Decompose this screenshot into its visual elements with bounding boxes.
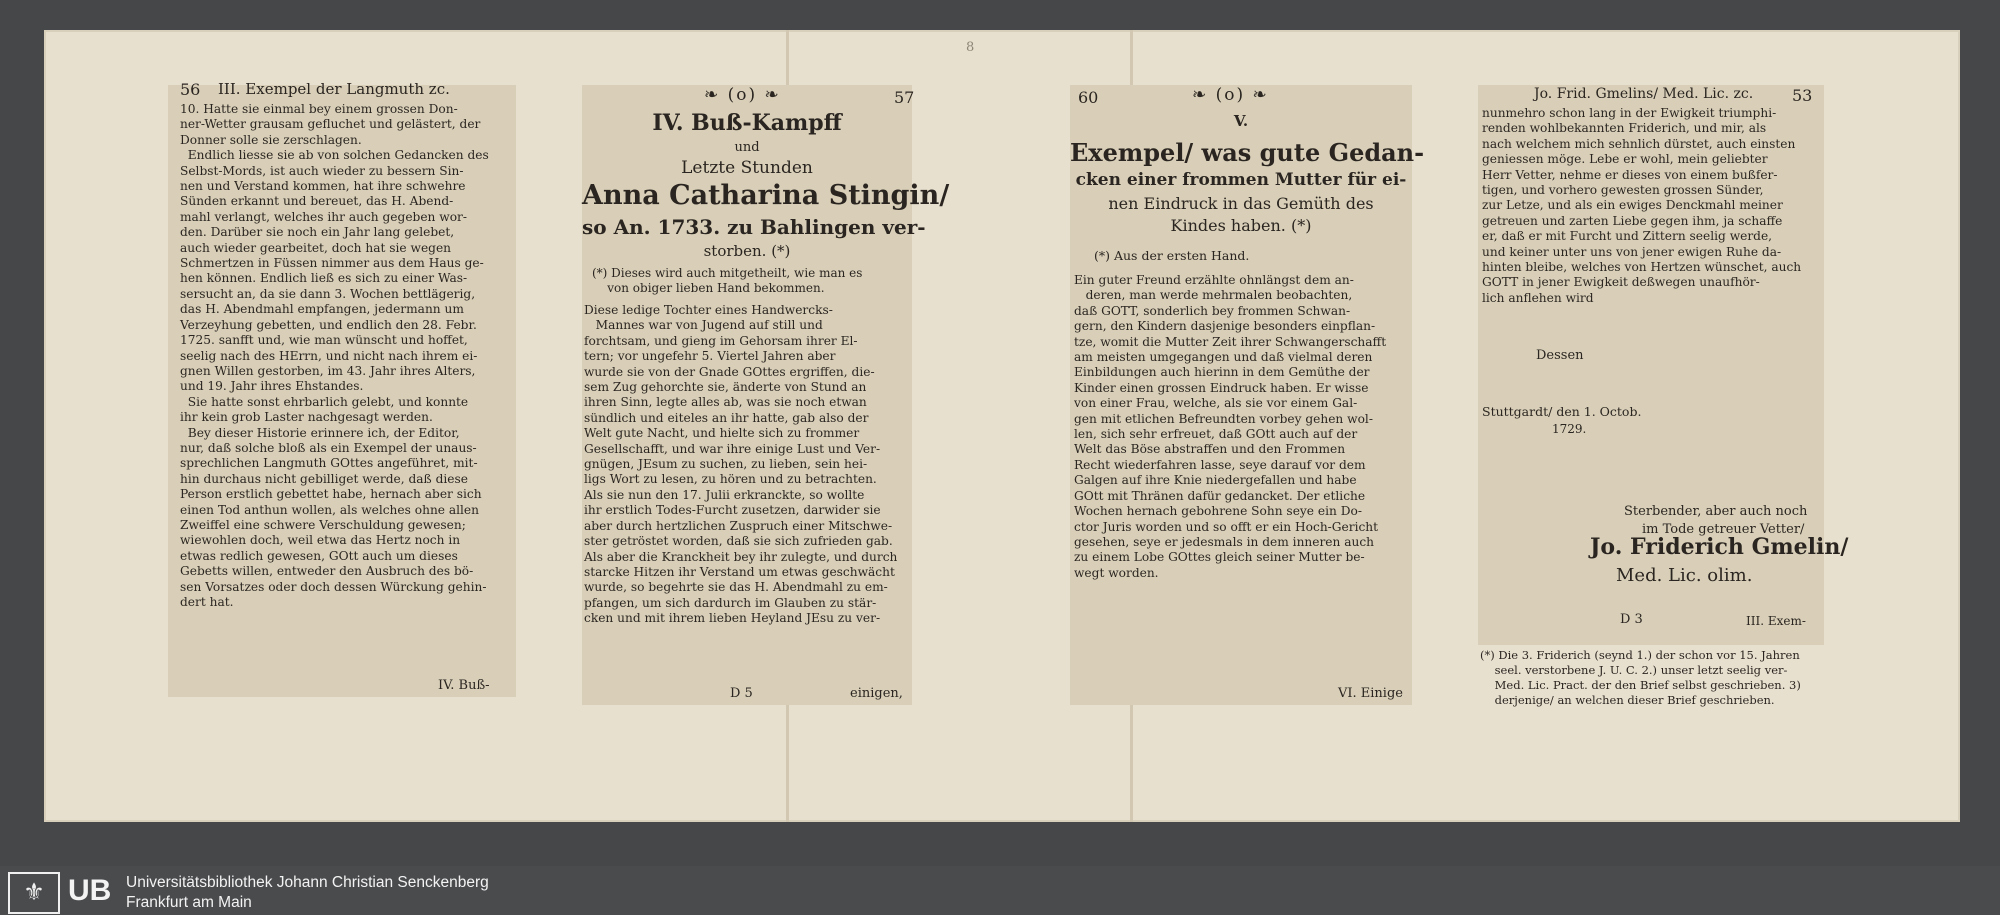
closing-line: Sterbender, aber auch noch <box>1624 504 1808 519</box>
place-date: Stuttgardt/ den 1. Octob. <box>1482 404 1642 419</box>
running-header: Jo. Frid. Gmelins/ Med. Lic. zc. <box>1534 86 1754 102</box>
catchword: III. Exem- <box>1746 614 1806 628</box>
chapter-title-line: storben. (*) <box>703 242 791 260</box>
page-number: 57 <box>894 88 915 107</box>
library-logo: UB <box>68 874 112 907</box>
catchword: einigen, <box>850 686 903 701</box>
signature-name: Jo. Friderich Gmelin/ <box>1590 534 1849 560</box>
dessen: Dessen <box>1536 348 1584 363</box>
signature-mark: D 5 <box>730 686 753 701</box>
library-name-line2: Frankfurt am Main <box>126 894 252 911</box>
page-number: 56 <box>180 80 201 99</box>
catchword: IV. Buß- <box>438 678 490 693</box>
page-56-body: 10. Hatte sie einmal bey einem grossen Don- ner-Wetter grausam gefluchet und gelästert, der Donner solle sie zerschlagen. Endlich liesse sie ab von solchen Gedancken des Selbst-Mords, ist auch wieder zu bessern Sin- nen und Verstand kommen, hat ihre schwehre Sünden erkannt und bereuet, das H. Abend- mahl verlangt, welches ihr auch gegeben wor- den. Darüber sie noch ein Jahr lang gelebet, auch wieder gearbeitet, doch hat sie wegen Schmertzen in Füssen nimmer aus dem Haus ge- hen können. Endlich ließ es sich zu einer Was- sersucht an, da sie dann 3. Wochen bettlägerig, das H. Abendmahl empfangen, jedermann um Verzeyhung gebetten, und endlich den 28. Febr. 1725. sanfft und, wie man wünscht und hoffet, seelig nach des HErrn, und nicht nach ihrem ei- gnen Willen gestorben, im 43. Jahr ihres Alters, und 19. Jahr ihres Ehstandes. Sie hatte sonst ehrbarlich gelebt, und konnte ihr kein grob Laster nachgesagt werden. Bey dieser Historie erinnere ich, der Editor, nur, daß solche bloß als ein Exempel der unaus- sprechlichen Langmuth GOttes angeführet, mit- hin durchaus nicht gebilliget werde, daß diese Person erstlich gebettet habe, hernach aber sich einen Tod anthun wollen, als welches ohne allen Zweiffel eine schwere Verschuldung gewesen; wiewohlen doch, weil etwa das Hertz noch in etwas redlich gewesen, GOtt auch um dieses Gebetts willen, entweder den Ausbruch des bö- sen Vorsatzes oder doch dessen Würckung gehin- dert hat. <box>180 102 489 609</box>
person-name: Anna Catharina Stingin/ <box>582 180 950 211</box>
year: 1729. <box>1552 422 1587 436</box>
running-header: III. Exempel der Langmuth zc. <box>218 80 450 98</box>
page-number: 53 <box>1792 86 1813 105</box>
chapter-title-line: Kindes haben. (*) <box>1170 216 1312 235</box>
signature-degree: Med. Lic. olim. <box>1616 565 1753 586</box>
catchword: VI. Einige <box>1338 686 1403 701</box>
chapter-title-line: nen Eindruck in das Gemüth des <box>1108 194 1374 213</box>
page-53-body: nunmehro schon lang in der Ewigkeit triumphi- renden wohlbekannten Friderich, und mir, als nach welchem mich sehnlich dürstet, auch einsten geniessen möge. Lebe er wohl, mein geliebter Herr Vetter, nehme er dieses von einem bußfer- tigen, und vorhero gewesten grossen Sünder, zur Letze, und als ein ewiges Denckmahl meiner getreuen und zarten Liebe gegen ihm, ja schaffe er, daß er mit Furcht und Zittern seelig werde, und keiner unter uns von jener ewigen Ruhe da- hinten bleibe, welches von Hertzen wünschet, auch GOTT in jener Ewigkeit deßwegen unaufhör- lich anflehen wird <box>1482 106 1802 305</box>
chapter-title: IV. Buß-Kampff <box>652 110 842 136</box>
library-seal-icon: ⚜ <box>8 872 60 914</box>
library-name-line1: Universitätsbibliothek Johann Christian Senckenberg <box>126 874 489 891</box>
ornament: ❧ (o) ❧ <box>704 85 781 105</box>
page-60-body: Ein guter Freund erzählte ohnlängst dem an- deren, man werde mehrmalen beobachten, daß GOTT, sonderlich bey frommen Schwan- gern, den Kindern dasjenige besonders einpflan- tze, womit die Mutter Zeit ihrer Schwangerschafft am meisten umgegangen und daß vielmal deren Einbildungen auch hierinn in dem Gemüthe der Kinder einen grossen Eindruck haben. Er wisse von einer Frau, welche, als sie vor einem Gal- gen mit etlichen Befreundten vorbey gehen wol- len, sich sehr erfreuet, daß GOtt auch auf der Welt das Böse abstraffen und den Frommen Recht wiederfahren lasse, seye darauf vor dem Galgen auf ihre Knie niedergefallen und habe GOtt mit Thränen dafür gedancket. Der etliche Wochen hernach gebohrene Sohn seye ein Do- ctor Juris worden und so offt er ein Hoch-Gericht gesehen, seye er jedesmals in dem inneren auch zu einem Lobe GOttes gleich seiner Mutter be- wegt worden. <box>1074 273 1387 580</box>
chapter-title-line: cken einer frommen Mutter für ei- <box>1075 170 1407 190</box>
chapter-title-line: so An. 1733. zu Bahlingen ver- <box>582 215 926 239</box>
chapter-subtitle: Letzte Stunden <box>681 158 813 178</box>
signature-mark: D 3 <box>1620 612 1643 627</box>
chapter-title-and: und <box>734 140 760 155</box>
title-note: (*) Aus der ersten Hand. <box>1094 248 1250 263</box>
ornament: ❧ (o) ❧ <box>1192 85 1269 105</box>
footnote: (*) Die 3. Friderich (seynd 1.) der schon vor 15. Jahren seel. verstorbene J. U. C. 2.) unser letzt seelig ver- Med. Lic. Pract. der den Brief selbst geschrieben. 3) derjenige/ an welchen dieser Brief geschrieben. <box>1480 648 1801 707</box>
section-number: V. <box>1233 112 1249 130</box>
page-number: 60 <box>1078 88 1099 107</box>
pencil-mark: 8 <box>966 40 975 55</box>
title-note: (*) Dieses wird auch mitgetheilt, wie man es von obiger lieben Hand bekommen. <box>592 266 863 296</box>
library-name <box>126 873 489 913</box>
page-57-body: Diese ledige Tochter eines Handwercks- Mannes war von Jugend auf still und forchtsam, und gieng im Gehorsam ihrer El- tern; vor ungefehr 5. Viertel Jahren aber wurde sie von der Gnade GOttes ergriffen, die- sem Zug gehorchte sie, änderte von Stund an ihren Sinn, legte alles ab, was sie noch etwan sündlich und eiteles an ihr hatte, gab also der Welt gute Nacht, und hielte sich zu frommer Gesellschafft, und war ihre einige Lust und Ver- gnügen, JEsum zu suchen, zu lieben, sein hei- ligs Wort zu lesen, zu hören und zu betrachten. Als sie nun den 17. Julii erkranckte, so wollte ihr erstlich Todes-Furcht zusetzen, darwider sie aber durch hertzlichen Zuspruch einer Mitschwe- ster getröstet worden, daß sie sich zufrieden gab. Als aber die Kranckheit bey ihr zulegte, und durch starcke Hitzen ihr Verstand um etwas geschwächt wurde, so begehrte sie das H. Abendmahl zu em- pfangen, um sich dardurch im Glauben zu stär- cken und mit ihrem lieben Heyland JEsu zu ver- <box>584 303 898 626</box>
chapter-title: Exempel/ was gute Gedan- <box>1070 138 1425 167</box>
closing-line: im Tode getreuer Vetter/ <box>1642 522 1805 537</box>
